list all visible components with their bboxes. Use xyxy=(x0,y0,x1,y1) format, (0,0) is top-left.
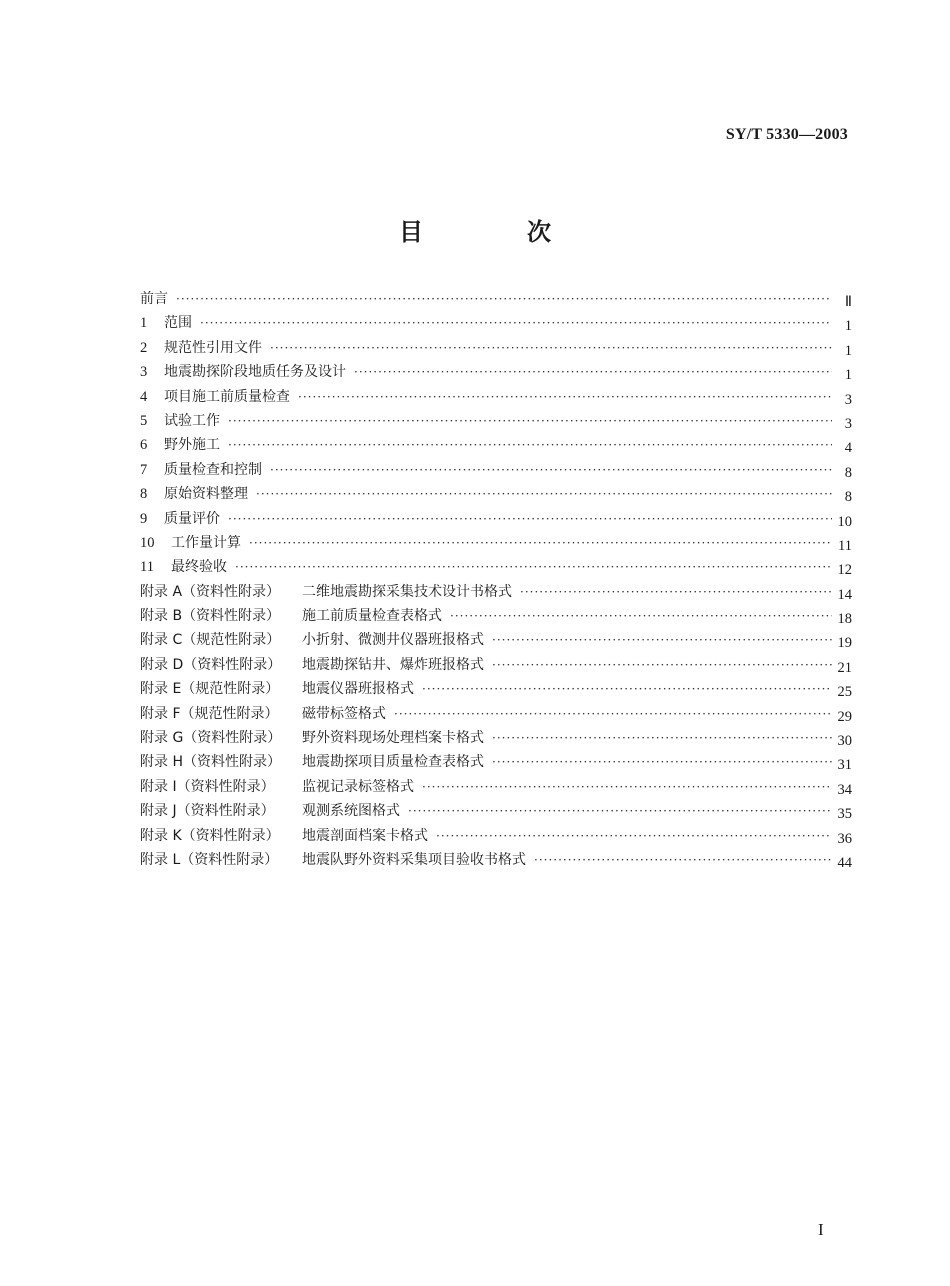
leader-dots xyxy=(270,458,832,482)
leader-dots xyxy=(270,336,832,360)
leader-dots xyxy=(436,824,832,848)
leader-dots xyxy=(408,799,832,823)
toc-entry-page: 1 xyxy=(844,318,852,335)
appendix-title: 地震剖面档案卡格式 xyxy=(302,827,428,844)
toc-entry-number: 8 xyxy=(140,486,148,503)
toc-entry-number: 6 xyxy=(140,437,148,454)
toc-appendix-entry[interactable] xyxy=(140,848,852,872)
toc-entry-page: 1 xyxy=(844,367,852,384)
toc-entry-page: 19 xyxy=(837,635,852,652)
toc-entry[interactable] xyxy=(140,531,852,555)
leader-dots xyxy=(520,580,832,604)
leader-dots xyxy=(422,775,832,799)
appendix-label: 附录 A（资料性附录） xyxy=(140,583,281,600)
toc-entry-title: 工作量计算 xyxy=(171,534,241,551)
appendix-label: 附录 K（资料性附录） xyxy=(140,827,280,844)
toc-entry[interactable] xyxy=(140,311,852,335)
toc-entry-number: 7 xyxy=(140,461,148,478)
toc-appendix-entry[interactable] xyxy=(140,775,852,799)
appendix-label: 附录 L（资料性附录） xyxy=(140,851,279,868)
toc-entry[interactable] xyxy=(140,458,852,482)
toc-entry-number: 3 xyxy=(140,364,148,381)
table-of-contents xyxy=(140,287,852,872)
appendix-title: 磁带标签格式 xyxy=(302,705,386,722)
appendix-label: 附录 I（资料性附录） xyxy=(140,778,275,795)
leader-dots xyxy=(228,433,832,457)
toc-appendix-entry[interactable] xyxy=(140,677,852,701)
leader-dots xyxy=(534,848,832,872)
appendix-title: 观测系统图格式 xyxy=(302,803,400,820)
appendix-label: 附录 G（资料性附录） xyxy=(140,730,282,747)
toc-entry-page: 8 xyxy=(844,489,852,506)
appendix-title: 二维地震勘探采集技术设计书格式 xyxy=(302,583,512,600)
toc-entry-number: 4 xyxy=(140,388,148,405)
leader-dots xyxy=(492,750,832,774)
appendix-title: 地震仪器班报格式 xyxy=(302,681,414,698)
toc-entry-page: 29 xyxy=(837,708,852,725)
toc-entry-title: 前言 xyxy=(140,291,168,307)
toc-entry-title: 野外施工 xyxy=(164,437,220,454)
appendix-title: 小折射、微测井仪器班报格式 xyxy=(302,632,484,649)
toc-entry-number: 5 xyxy=(140,412,148,429)
leader-dots xyxy=(228,507,832,531)
page-number: I xyxy=(818,1220,824,1239)
toc-entry-page: 35 xyxy=(837,806,852,823)
toc-entry-number: 10 xyxy=(140,534,155,551)
leader-dots xyxy=(228,409,832,433)
toc-entry-page: 31 xyxy=(837,757,852,774)
toc-appendix-entry[interactable] xyxy=(140,799,852,823)
appendix-title: 地震队野外资料采集项目验收书格式 xyxy=(302,851,526,868)
appendix-label: 附录 J（资料性附录） xyxy=(140,803,275,820)
toc-appendix-entry[interactable] xyxy=(140,604,852,628)
toc-entry-title: 地震勘探阶段地质任务及设计 xyxy=(164,364,346,381)
toc-entry-page: 3 xyxy=(844,391,852,408)
toc-entry-page: 8 xyxy=(844,464,852,481)
toc-entry-title: 规范性引用文件 xyxy=(164,339,262,356)
toc-entry[interactable] xyxy=(140,482,852,506)
toc-entry[interactable] xyxy=(140,409,852,433)
toc-appendix-entry[interactable] xyxy=(140,824,852,848)
toc-entry-page: 30 xyxy=(837,733,852,750)
toc-appendix-entry[interactable] xyxy=(140,726,852,750)
toc-entry-page: 4 xyxy=(844,440,852,457)
toc-entry-page: 1 xyxy=(844,342,852,359)
toc-entry-page: 10 xyxy=(837,513,852,530)
appendix-label: 附录 C（规范性附录） xyxy=(140,632,281,649)
toc-entry-page: 18 xyxy=(837,611,852,628)
toc-entry[interactable] xyxy=(140,507,852,531)
toc-entry-page: 25 xyxy=(837,684,852,701)
page-title: 目 次 xyxy=(399,218,591,246)
leader-dots xyxy=(422,677,832,701)
toc-appendix-entry[interactable] xyxy=(140,750,852,774)
appendix-title: 监视记录标签格式 xyxy=(302,778,414,795)
toc-entry-title: 项目施工前质量检查 xyxy=(164,388,290,405)
appendix-title: 施工前质量检查表格式 xyxy=(302,608,442,625)
toc-entry-title: 范围 xyxy=(164,315,192,332)
appendix-label: 附录 B（资料性附录） xyxy=(140,608,281,625)
toc-entry-title: 质量评价 xyxy=(164,510,220,527)
toc-entry-page: 3 xyxy=(844,415,852,432)
leader-dots xyxy=(492,726,832,750)
toc-entry-page: 11 xyxy=(838,537,852,554)
leader-dots xyxy=(249,531,832,555)
toc-appendix-entry[interactable] xyxy=(140,653,852,677)
toc-appendix-entry[interactable] xyxy=(140,580,852,604)
appendix-title: 地震勘探项目质量检查表格式 xyxy=(302,754,484,771)
toc-appendix-entry[interactable] xyxy=(140,628,852,652)
toc-entry-title: 试验工作 xyxy=(164,412,220,429)
appendix-label: 附录 F（规范性附录） xyxy=(140,705,279,722)
leader-dots xyxy=(176,287,832,311)
appendix-title: 野外资料现场处理档案卡格式 xyxy=(302,730,484,747)
toc-entry-number: 2 xyxy=(140,339,148,356)
toc-entry[interactable] xyxy=(140,433,852,457)
toc-entry-number: 9 xyxy=(140,510,148,527)
appendix-label: 附录 E（规范性附录） xyxy=(140,681,280,698)
toc-entry-number: 1 xyxy=(140,315,148,332)
leader-dots xyxy=(200,311,832,335)
appendix-label: 附录 D（资料性附录） xyxy=(140,656,282,673)
leader-dots xyxy=(256,482,832,506)
appendix-title: 地震勘探钻井、爆炸班报格式 xyxy=(302,656,484,673)
toc-entry[interactable] xyxy=(140,336,852,360)
toc-entry-page: 12 xyxy=(837,562,852,579)
leader-dots xyxy=(298,385,832,409)
toc-entry-title: 质量检查和控制 xyxy=(164,461,262,478)
toc-entry-page: 36 xyxy=(837,830,852,847)
leader-dots xyxy=(394,702,832,726)
standard-code: SY/T 5330—2003 xyxy=(725,126,848,143)
toc-entry-page: 21 xyxy=(837,659,852,676)
toc-entry-number: 11 xyxy=(140,559,154,576)
toc-entry-title: 最终验收 xyxy=(171,559,227,576)
toc-entry-title: 原始资料整理 xyxy=(164,486,248,503)
toc-entry[interactable] xyxy=(140,385,852,409)
appendix-label: 附录 H（资料性附录） xyxy=(140,754,281,771)
toc-entry[interactable] xyxy=(140,555,852,579)
leader-dots xyxy=(354,360,832,384)
toc-entry-foreword[interactable] xyxy=(140,287,852,311)
leader-dots xyxy=(492,653,832,677)
toc-entry-page: 14 xyxy=(837,586,852,603)
toc-entry-page: 34 xyxy=(837,781,852,798)
leader-dots xyxy=(235,555,832,579)
toc-appendix-entry[interactable] xyxy=(140,702,852,726)
toc-entry-page: 44 xyxy=(837,854,852,871)
leader-dots xyxy=(492,628,832,652)
toc-entry[interactable] xyxy=(140,360,852,384)
toc-entry-page: Ⅱ xyxy=(844,294,852,310)
leader-dots xyxy=(450,604,832,628)
